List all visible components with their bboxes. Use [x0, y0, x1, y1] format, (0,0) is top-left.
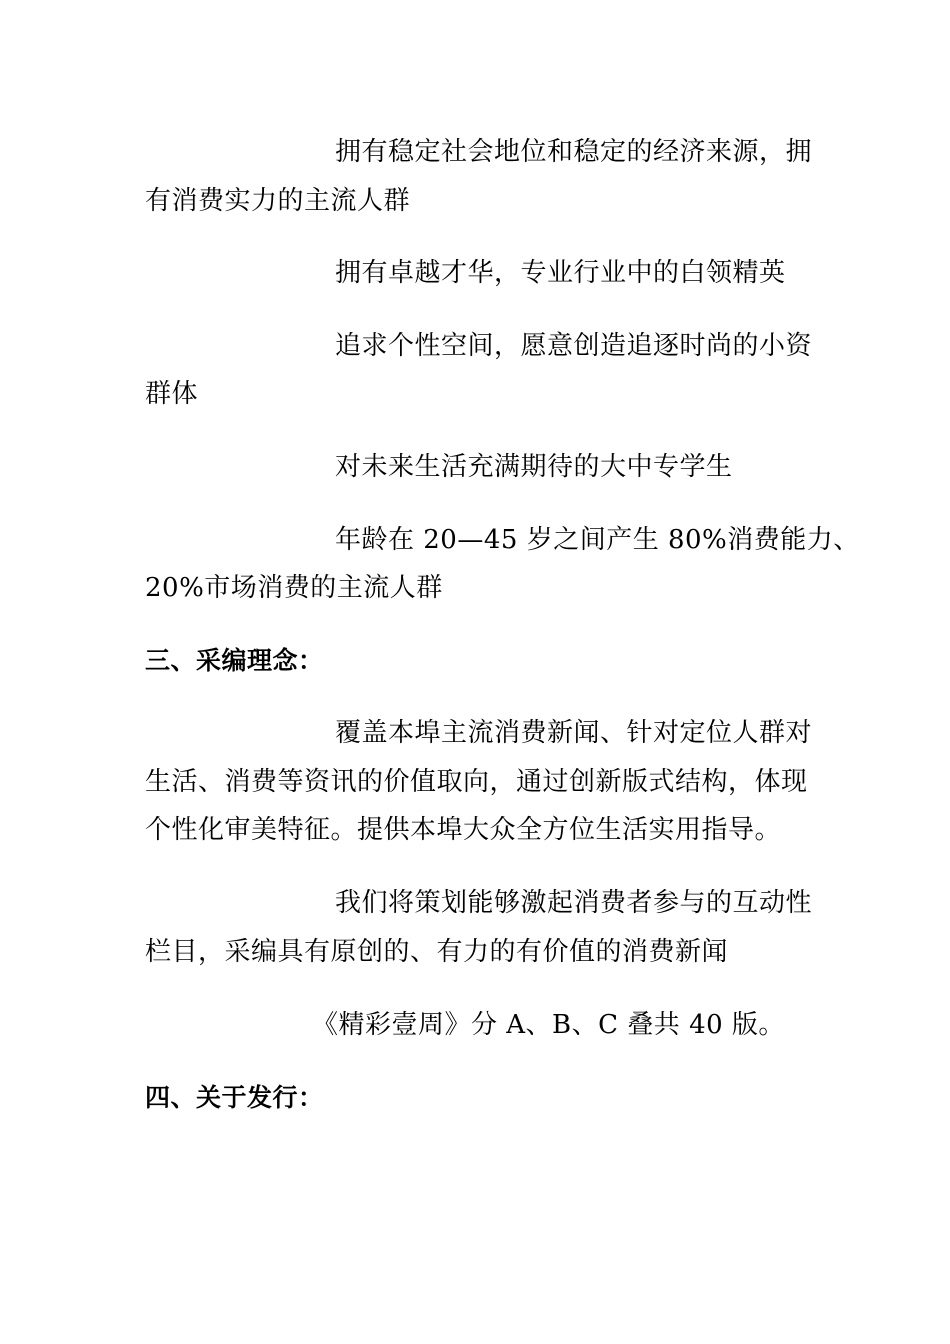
paragraph-line: 20%市场消费的主流人群 — [145, 573, 443, 603]
paragraph-line: 生活、消费等资讯的价值取向，通过创新版式结构，体现 — [145, 767, 808, 797]
paragraph-line: 栏目，采编具有原创的、有力的有价值的消费新闻 — [145, 937, 729, 967]
paragraph-line: 我们将策划能够激起消费者参与的互动性 — [335, 888, 813, 918]
paragraph-line: 拥有卓越才华，专业行业中的白领精英 — [335, 258, 786, 288]
paragraph-line: 个性化审美特征。提供本埠大众全方位生活实用指导。 — [145, 815, 782, 845]
paragraph-line: 年龄在 20—45 岁之间产生 80%消费能力、 — [335, 525, 860, 555]
paragraph-line: 对未来生活充满期待的大中专学生 — [335, 452, 733, 482]
paragraph-line: 有消费实力的主流人群 — [145, 186, 411, 216]
paragraph-line: 追求个性空间，愿意创造追逐时尚的小资 — [335, 331, 813, 361]
paragraph-line: 群体 — [145, 379, 199, 409]
paragraph-line: 《精彩壹周》分 A、B、C 叠共 40 版。 — [312, 1010, 785, 1040]
section-heading: 四、关于发行： — [145, 1083, 324, 1112]
paragraph-line: 拥有稳定社会地位和稳定的经济来源，拥 — [335, 137, 813, 167]
paragraph-line: 覆盖本埠主流消费新闻、针对定位人群对 — [335, 718, 813, 748]
section-heading: 三、采编理念： — [145, 646, 324, 675]
